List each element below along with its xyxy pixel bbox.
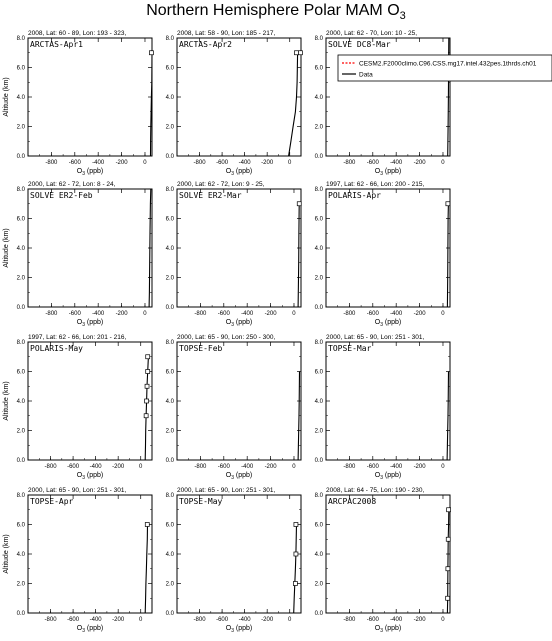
data-series-line [294, 525, 297, 614]
plot-frame [326, 342, 450, 460]
data-marker [293, 582, 297, 586]
y-tick-label: 0.0 [314, 611, 323, 617]
panel-6 [315, 181, 450, 328]
data-marker [146, 370, 150, 374]
y-tick-label: 6.0 [165, 522, 174, 529]
plot-frame [177, 342, 301, 460]
y-tick-label: 0.0 [165, 305, 174, 311]
data-marker [446, 202, 450, 206]
panel-2 [166, 30, 303, 177]
x-axis-label: $O_3$ (ppb) [76, 472, 104, 481]
legend-entry-label: Data [359, 71, 373, 79]
legend [338, 55, 552, 81]
y-tick-label: 0.0 [165, 611, 174, 617]
y-tick-label: 0.0 [16, 611, 25, 617]
panel-3 [315, 30, 552, 177]
y-tick-label: 2.0 [314, 275, 323, 282]
y-tick-label: 6.0 [314, 65, 323, 72]
x-tick-label: -600 [217, 311, 230, 317]
y-tick-label: 8.0 [16, 36, 25, 42]
y-tick-label: 0.0 [314, 458, 323, 464]
y-tick-label: 4.0 [314, 552, 323, 558]
x-tick-label: -400 [238, 160, 251, 166]
legend-entry-label: CESM2.F2000climo.C96.CSS.mg17.intel.432pes.1thrds.ch01 [359, 60, 537, 68]
x-tick-label: -800 [44, 617, 57, 623]
data-marker [297, 202, 301, 206]
plot-frame [326, 495, 450, 613]
x-tick-label: 0 [143, 311, 147, 317]
y-tick-label: 2.0 [16, 581, 25, 588]
y-tick-label: 8.0 [314, 340, 323, 346]
x-axis-label: $O_3$ (ppb) [76, 625, 104, 634]
panel-label: TOPSE-Feb [179, 344, 223, 353]
data-series-line [298, 204, 299, 307]
x-tick-label: -800 [343, 617, 356, 623]
data-marker [298, 51, 302, 55]
x-tick-label: -800 [194, 311, 207, 317]
x-tick-label: -200 [413, 464, 426, 470]
x-tick-label: -400 [241, 311, 254, 317]
y-tick-label: 4.0 [314, 95, 323, 101]
panel-12 [315, 487, 451, 634]
y-tick-label: 0.0 [165, 458, 174, 464]
x-tick-label: -400 [390, 617, 403, 623]
plot-frame [177, 38, 301, 156]
y-axis-label: Altitude (km) [3, 77, 10, 117]
x-tick-label: -600 [216, 617, 229, 623]
y-tick-label: 2.0 [314, 428, 323, 435]
x-tick-label: -200 [115, 160, 128, 166]
x-axis-label: $O_3$ (ppb) [225, 472, 253, 481]
data-marker [294, 552, 298, 556]
y-tick-label: 8.0 [165, 493, 174, 499]
data-marker [144, 414, 148, 418]
x-tick-label: -200 [264, 311, 277, 317]
panel-subtitle: 2000, Lat: 65 - 90, Lon: 250 - 300, [177, 334, 276, 341]
x-tick-label: 0 [288, 160, 292, 166]
panel-1 [3, 30, 153, 177]
x-axis-label: $O_3$ (ppb) [225, 625, 253, 634]
panel-subtitle: 2000, Lat: 65 - 90, Lon: 251 - 301, [28, 487, 127, 494]
y-tick-label: 4.0 [16, 246, 25, 252]
x-axis-label: $O_3$ (ppb) [225, 168, 253, 177]
panel-label: POLARIS-Apr [328, 191, 381, 200]
y-tick-label: 0.0 [16, 305, 25, 311]
x-tick-label: -400 [92, 160, 105, 166]
y-tick-label: 2.0 [16, 124, 25, 131]
x-axis-label: $O_3$ (ppb) [374, 472, 402, 481]
x-tick-label: 0 [441, 311, 445, 317]
y-tick-label: 4.0 [165, 95, 174, 101]
data-marker [145, 399, 149, 403]
x-tick-label: 0 [139, 617, 143, 623]
x-tick-label: -600 [67, 464, 80, 470]
x-tick-label: -200 [112, 617, 125, 623]
y-tick-label: 2.0 [314, 581, 323, 588]
data-marker [145, 523, 149, 527]
x-axis-label: $O_3$ (ppb) [374, 319, 402, 328]
data-marker [294, 523, 298, 527]
panel-subtitle: 2000, Lat: 65 - 90, Lon: 251 - 301, [326, 334, 425, 341]
plot-frame [28, 189, 152, 307]
y-tick-label: 0.0 [16, 154, 25, 160]
panel-subtitle: 2008, Lat: 60 - 89, Lon: 193 - 323, [28, 30, 127, 37]
data-marker [447, 508, 451, 512]
y-tick-label: 0.0 [314, 154, 323, 160]
y-tick-label: 8.0 [16, 340, 25, 346]
x-tick-label: -400 [92, 311, 105, 317]
data-marker [446, 537, 450, 541]
x-tick-label: -400 [89, 617, 102, 623]
x-tick-label: -200 [413, 617, 426, 623]
panel-4 [3, 181, 152, 328]
y-tick-label: 4.0 [314, 399, 323, 405]
x-tick-label: 0 [441, 617, 445, 623]
x-axis-label: $O_3$ (ppb) [374, 168, 402, 177]
panel-subtitle: 2000, Lat: 65 - 90, Lon: 251 - 301, [177, 487, 276, 494]
x-tick-label: -800 [45, 311, 58, 317]
panel-subtitle: 2000, Lat: 62 - 72, Lon: 9 - 25, [177, 181, 265, 188]
x-tick-label: 0 [292, 464, 296, 470]
y-tick-label: 6.0 [165, 216, 174, 223]
panel-label: ARCTAS-Apr1 [30, 40, 83, 49]
x-tick-label: -600 [68, 160, 81, 166]
x-tick-label: -800 [343, 464, 356, 470]
y-tick-label: 8.0 [314, 493, 323, 499]
y-tick-label: 4.0 [16, 399, 25, 405]
x-tick-label: -600 [366, 311, 379, 317]
x-tick-label: -800 [193, 160, 206, 166]
y-tick-label: 8.0 [165, 340, 174, 346]
x-tick-label: 0 [143, 160, 147, 166]
data-marker [446, 596, 450, 600]
panel-label: POLARIS-May [30, 344, 83, 353]
y-tick-label: 2.0 [165, 428, 174, 435]
y-tick-label: 2.0 [314, 124, 323, 131]
x-tick-label: -800 [44, 464, 57, 470]
data-marker [294, 51, 298, 55]
panel-label: TOPSE-Mar [328, 344, 372, 353]
data-series-line [447, 372, 448, 461]
x-tick-label: -800 [194, 464, 207, 470]
data-series-line [145, 525, 147, 614]
panel-subtitle: 2008, Lat: 64 - 75, Lon: 190 - 230, [326, 487, 425, 494]
x-tick-label: -400 [89, 464, 102, 470]
panel-subtitle: 2000, Lat: 62 - 72, Lon: 8 - 24, [28, 181, 116, 188]
panel-label: SOLVE DC8-Mar [328, 40, 391, 49]
x-tick-label: -800 [45, 160, 58, 166]
x-axis-label: $O_3$ (ppb) [76, 319, 104, 328]
y-tick-label: 8.0 [16, 187, 25, 193]
y-tick-label: 4.0 [314, 246, 323, 252]
y-tick-label: 6.0 [165, 369, 174, 376]
y-tick-label: 4.0 [165, 552, 174, 558]
x-axis-label: $O_3$ (ppb) [76, 168, 104, 177]
y-tick-label: 6.0 [165, 65, 174, 72]
x-tick-label: 0 [441, 464, 445, 470]
x-tick-label: -600 [68, 311, 81, 317]
plot-frame [326, 189, 450, 307]
y-tick-label: 8.0 [165, 36, 174, 42]
x-tick-label: -600 [216, 160, 229, 166]
plot-frame [28, 38, 152, 156]
y-tick-label: 6.0 [314, 522, 323, 529]
x-tick-label: -400 [390, 160, 403, 166]
panel-5 [166, 181, 302, 328]
x-tick-label: -600 [366, 617, 379, 623]
x-tick-label: -400 [390, 464, 403, 470]
y-tick-label: 8.0 [314, 187, 323, 193]
y-tick-label: 2.0 [16, 428, 25, 435]
x-tick-label: 0 [441, 160, 445, 166]
panel-9 [315, 334, 450, 481]
y-tick-label: 0.0 [314, 305, 323, 311]
x-tick-label: 0 [288, 617, 292, 623]
x-tick-label: -800 [343, 160, 356, 166]
y-tick-label: 0.0 [16, 458, 25, 464]
x-axis-label: $O_3$ (ppb) [225, 319, 253, 328]
y-tick-label: 4.0 [16, 552, 25, 558]
x-tick-label: -200 [115, 311, 128, 317]
y-tick-label: 6.0 [16, 216, 25, 223]
y-tick-label: 2.0 [16, 275, 25, 282]
figure-title-subscript: 3 [399, 10, 406, 23]
y-tick-label: 6.0 [314, 369, 323, 376]
x-tick-label: -600 [67, 617, 80, 623]
x-tick-label: -200 [413, 160, 426, 166]
plot-frame [28, 495, 152, 613]
x-axis-label: $O_3$ (ppb) [374, 625, 402, 634]
y-tick-label: 0.0 [165, 154, 174, 160]
data-series-line [447, 204, 448, 307]
x-tick-label: -200 [112, 464, 125, 470]
x-tick-label: 0 [139, 464, 143, 470]
y-axis-label: Altitude (km) [3, 381, 10, 421]
panel-subtitle: 1997, Lat: 62 - 66, Lon: 200 - 215, [326, 181, 425, 188]
panel-label: TOPSE-May [179, 497, 223, 506]
y-tick-label: 6.0 [314, 216, 323, 223]
y-tick-label: 8.0 [314, 36, 323, 42]
x-tick-label: -800 [193, 617, 206, 623]
x-tick-label: -200 [261, 617, 274, 623]
y-tick-label: 8.0 [165, 187, 174, 193]
x-tick-label: -400 [390, 311, 403, 317]
y-tick-label: 8.0 [16, 493, 25, 499]
y-tick-label: 6.0 [16, 522, 25, 529]
plot-frame [177, 189, 301, 307]
panel-label: SOLVE ER2-Feb [30, 191, 93, 200]
y-tick-label: 6.0 [16, 65, 25, 72]
data-series-line [298, 372, 299, 461]
panel-7 [3, 334, 152, 481]
panel-8 [166, 334, 301, 481]
figure-title-text: Northern Hemisphere Polar MAM O [146, 2, 400, 19]
x-tick-label: -400 [241, 464, 254, 470]
x-tick-label: -400 [238, 617, 251, 623]
y-tick-label: 2.0 [165, 275, 174, 282]
x-tick-label: -800 [343, 311, 356, 317]
y-axis-label: Altitude (km) [3, 534, 10, 574]
x-tick-label: -600 [217, 464, 230, 470]
x-tick-label: -200 [413, 311, 426, 317]
panel-subtitle: 2008, Lat: 58 - 90, Lon: 185 - 217, [177, 30, 276, 37]
x-tick-label: -600 [366, 464, 379, 470]
x-tick-label: -600 [366, 160, 379, 166]
plot-frame [177, 495, 301, 613]
panel-10 [3, 487, 152, 634]
y-tick-label: 4.0 [165, 399, 174, 405]
panel-label: TOPSE-Apr [30, 497, 74, 506]
x-tick-label: -200 [261, 160, 274, 166]
y-tick-label: 2.0 [165, 124, 174, 131]
data-marker [149, 51, 153, 55]
data-marker [145, 384, 149, 388]
y-tick-label: 4.0 [16, 95, 25, 101]
y-tick-label: 2.0 [165, 581, 174, 588]
panel-label: ARCPAC2008 [328, 497, 377, 506]
panel-subtitle: 1997, Lat: 62 - 66, Lon: 201 - 216, [28, 334, 127, 341]
panel-label: SOLVE ER2-Mar [179, 191, 242, 200]
x-tick-label: 0 [292, 311, 296, 317]
y-tick-label: 6.0 [16, 369, 25, 376]
data-marker [446, 567, 450, 571]
data-marker [146, 355, 150, 359]
y-axis-label: Altitude (km) [3, 228, 10, 268]
x-tick-label: -200 [264, 464, 277, 470]
y-tick-label: 4.0 [165, 246, 174, 252]
plot-frame [28, 342, 152, 460]
panel-11 [166, 487, 301, 634]
panel-subtitle: 2000, Lat: 62 - 70, Lon: 10 - 25, [326, 30, 418, 37]
panel-label: ARCTAS-Apr2 [179, 40, 232, 49]
data-series-line [289, 53, 298, 156]
